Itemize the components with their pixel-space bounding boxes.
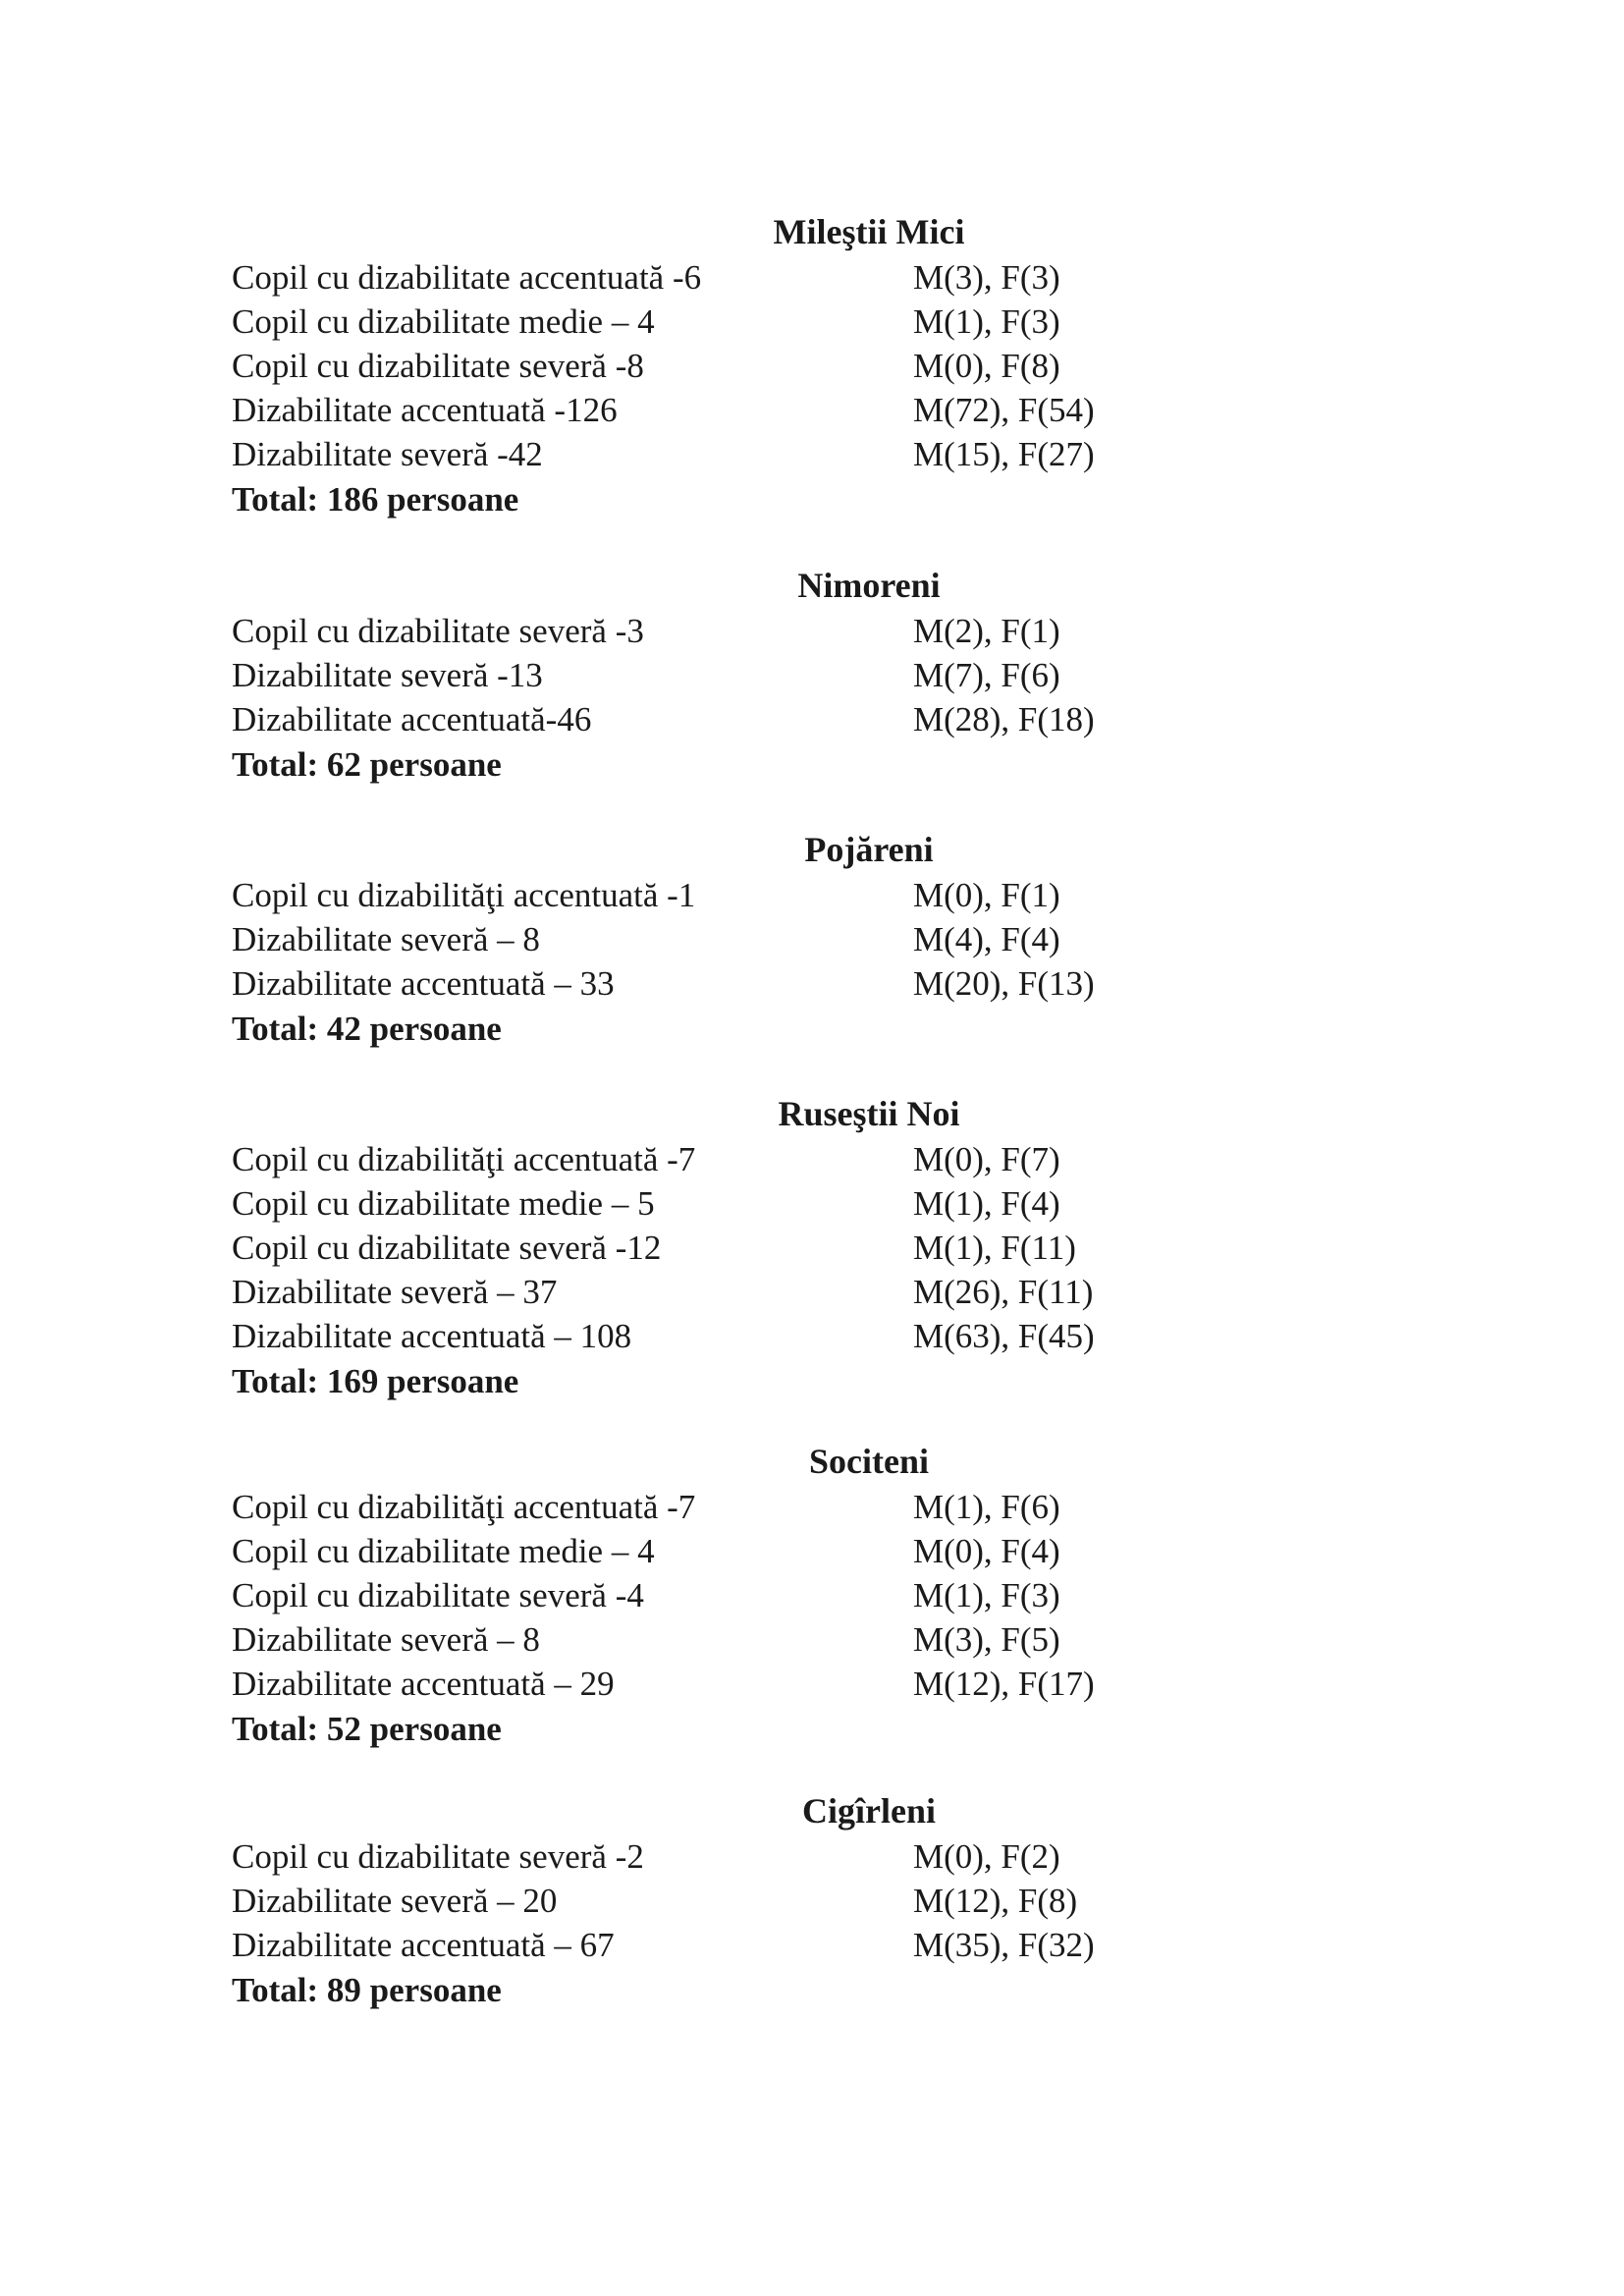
category-label: Dizabilitate severă – 20 [232,1882,558,1920]
gender-split: M(0), F(4) [913,1532,1060,1570]
gender-split: M(15), F(27) [913,435,1095,473]
locality-title: Cigîrleni [802,1791,936,1831]
gender-split: M(7), F(6) [913,656,1060,694]
gender-split: M(63), F(45) [913,1317,1095,1355]
category-label: Dizabilitate severă – 8 [232,920,540,958]
category-label: Copil cu dizabilitate severă -2 [232,1837,644,1876]
category-label: Dizabilitate severă -42 [232,435,543,473]
category-label: Copil cu dizabilitate severă -8 [232,347,644,385]
list-item [0,432,1624,476]
category-label: Dizabilitate severă – 8 [232,1620,540,1659]
gender-split: M(3), F(3) [913,258,1060,297]
list-item [0,1137,1624,1181]
list-item [0,1834,1624,1879]
locality-title: Pojăreni [804,830,934,869]
gender-split: M(20), F(13) [913,964,1095,1003]
section-total: Total: 42 persoane [232,1010,502,1048]
gender-split: M(1), F(3) [913,302,1060,341]
gender-split: M(0), F(8) [913,347,1060,385]
section-total: Total: 52 persoane [232,1710,502,1748]
category-label: Dizabilitate accentuată – 29 [232,1665,615,1703]
category-label: Copil cu dizabilitate severă -12 [232,1229,662,1267]
list-item [0,1879,1624,1923]
list-item [0,961,1624,1006]
section-total: Total: 62 persoane [232,745,502,784]
section-total: Total: 186 persoane [232,480,519,519]
list-item [0,653,1624,697]
gender-split: M(3), F(5) [913,1620,1060,1659]
list-item [0,255,1624,300]
category-label: Dizabilitate accentuată – 108 [232,1317,632,1355]
gender-split: M(12), F(8) [913,1882,1078,1920]
gender-split: M(72), F(54) [913,391,1095,429]
list-item [0,1226,1624,1270]
category-label: Copil cu dizabilitate severă -4 [232,1576,644,1614]
locality-title: Mileştii Mici [773,212,965,251]
locality-title: Sociteni [809,1442,929,1481]
gender-split: M(0), F(2) [913,1837,1060,1876]
list-item [0,344,1624,388]
category-label: Dizabilitate severă -13 [232,656,543,694]
gender-split: M(1), F(3) [913,1576,1060,1614]
list-item [0,1181,1624,1226]
list-item [0,1485,1624,1529]
list-item [0,1573,1624,1617]
category-label: Copil cu dizabilitate medie – 4 [232,302,655,341]
category-label: Copil cu dizabilităţi accentuată -1 [232,876,696,914]
gender-split: M(12), F(17) [913,1665,1095,1703]
category-label: Copil cu dizabilitate medie – 5 [232,1184,655,1223]
list-item [0,1529,1624,1573]
gender-split: M(2), F(1) [913,612,1060,650]
gender-split: M(0), F(7) [913,1140,1060,1178]
gender-split: M(1), F(4) [913,1184,1060,1223]
gender-split: M(1), F(11) [913,1229,1076,1267]
list-item [0,697,1624,741]
locality-title: Ruseştii Noi [778,1094,960,1133]
category-label: Dizabilitate accentuată-46 [232,700,592,738]
section-total: Total: 169 persoane [232,1362,519,1400]
category-label: Copil cu dizabilitate severă -3 [232,612,644,650]
list-item [0,609,1624,653]
list-item [0,1662,1624,1706]
gender-split: M(35), F(32) [913,1926,1095,1964]
gender-split: M(26), F(11) [913,1273,1094,1311]
list-item [0,1617,1624,1662]
category-label: Dizabilitate accentuată – 67 [232,1926,615,1964]
gender-split: M(28), F(18) [913,700,1095,738]
gender-split: M(1), F(6) [913,1488,1060,1526]
list-item [0,300,1624,344]
category-label: Dizabilitate accentuată -126 [232,391,618,429]
list-item [0,873,1624,917]
category-label: Copil cu dizabilităţi accentuată -7 [232,1488,696,1526]
category-label: Copil cu dizabilităţi accentuată -7 [232,1140,696,1178]
list-item [0,1923,1624,1967]
locality-title: Nimoreni [797,566,941,605]
category-label: Copil cu dizabilitate accentuată -6 [232,258,702,297]
gender-split: M(4), F(4) [913,920,1060,958]
section-total: Total: 89 persoane [232,1971,502,2009]
category-label: Copil cu dizabilitate medie – 4 [232,1532,655,1570]
category-label: Dizabilitate accentuată – 33 [232,964,615,1003]
category-label: Dizabilitate severă – 37 [232,1273,558,1311]
list-item [0,1314,1624,1358]
list-item [0,917,1624,961]
gender-split: M(0), F(1) [913,876,1060,914]
list-item [0,388,1624,432]
list-item [0,1270,1624,1314]
